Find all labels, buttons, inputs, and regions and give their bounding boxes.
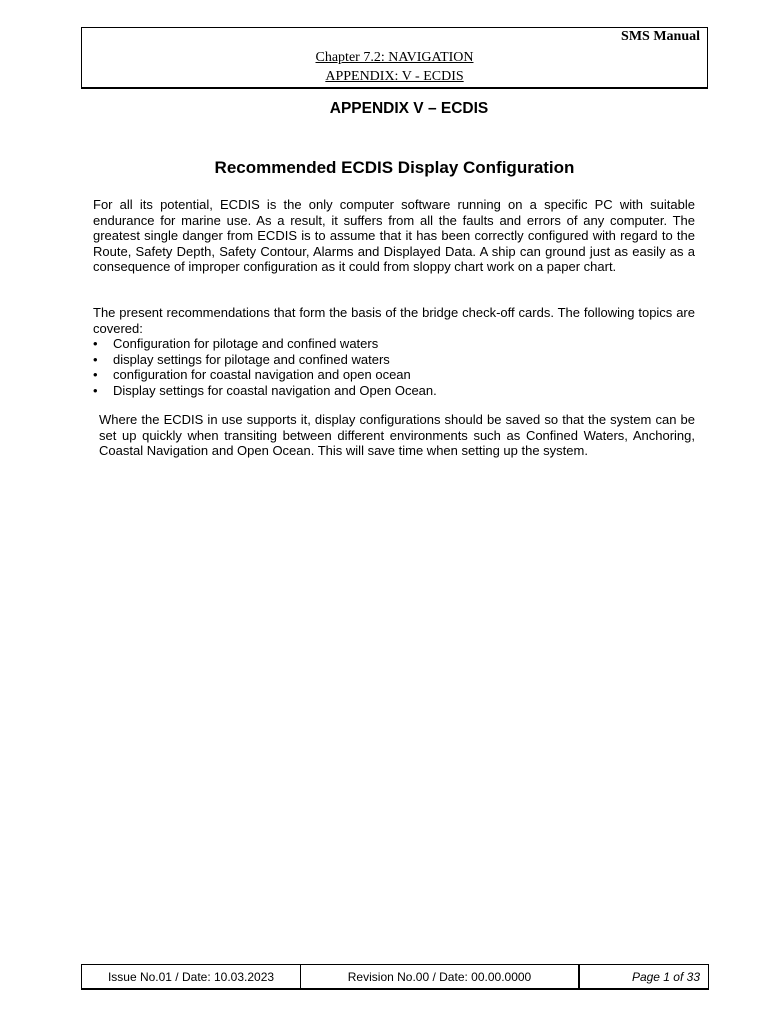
bullet-icon: •: [93, 336, 98, 351]
topic-text: display settings for pilotage and confined waters: [113, 351, 390, 367]
bullet-icon: •: [93, 367, 98, 382]
issue-info: Issue No.01 / Date: 10.03.2023: [82, 965, 301, 988]
list-item: [93, 336, 695, 352]
topic-text: configuration for coastal navigation and open ocean: [113, 367, 411, 382]
list-item: [93, 352, 695, 368]
list-item: [93, 367, 695, 383]
manual-label: SMS Manual: [621, 29, 700, 44]
page-footer: [81, 964, 709, 990]
document-title: APPENDIX V – ECDIS: [329, 100, 489, 117]
bullet-icon: •: [93, 351, 98, 367]
list-item: [93, 383, 695, 399]
section-subtitle: Recommended ECDIS Display Configuration: [214, 158, 575, 177]
page-number: Page 1 of 33: [631, 969, 700, 984]
save-config-paragraph: Where the ECDIS in use supports it, display configurations should be saved so that the system can be set up quickly when transiting between different environments such as Confined Waters, Anchoring, Coastal Navigation and Open Ocean. This will save time when setting up the system.: [99, 412, 695, 458]
topic-text: Display settings for coastal navigation and Open Ocean.: [113, 382, 437, 398]
intro-paragraph: For all its potential, ECDIS is the only computer software running on a specific PC with suitable endurance for marine use. As a result, it suffers from all the faults and errors of any computer. The greatest single danger from ECDIS is to assume that it has been correctly configured with regard to the Route, Safety Depth, Safety Contour, Alarms and Displayed Data. A ship can ground just as easily as a consequence of improper configuration as it could from sloppy chart work on a paper chart.: [93, 197, 695, 274]
bullet-icon: •: [93, 382, 98, 398]
recommendations-paragraph: The present recommendations that form the basis of the bridge check-off cards. The following topics are covered:: [93, 305, 695, 336]
topics-list: [93, 336, 695, 398]
page-header: [81, 27, 708, 89]
revision-info: Revision No.00 / Date: 00.00.0000: [301, 965, 580, 988]
appendix-heading: APPENDIX: V - ECDIS: [325, 69, 464, 84]
chapter-heading: Chapter 7.2: NAVIGATION: [315, 50, 474, 65]
topic-text: Configuration for pilotage and confined waters: [113, 336, 379, 351]
